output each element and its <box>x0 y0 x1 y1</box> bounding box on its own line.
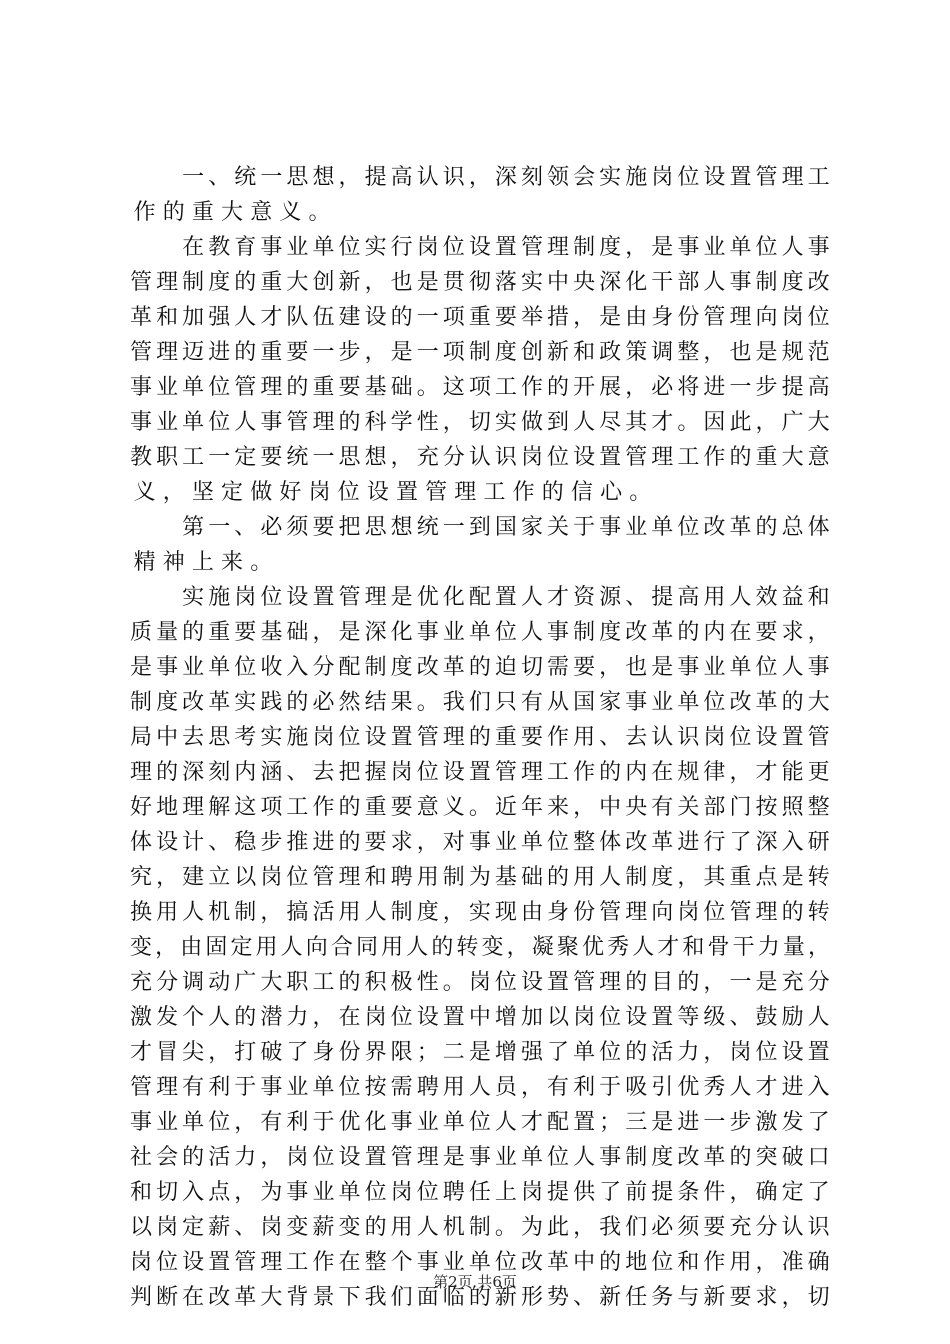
text-line: 质 量 的 重 要 基 础 ， 是 深 化 事 业 单 位 人 事 制 度 改 革 的 内 在 要 求 ， <box>130 620 830 645</box>
text-line: 义 ， 坚 定 做 好 岗 位 设 置 管 理 工 作 的 信 心 。 <box>133 480 652 505</box>
text-line: 事 业 单 位 人 事 管 理 的 科 学 性 ， 切 实 做 到 人 尽 其 才 。 因 此 ， 广 大 <box>130 410 830 435</box>
text-line: 第 一 、 必 须 要 把 思 想 统 一 到 国 家 关 于 事 业 单 位 改 革 的 总 体 <box>182 515 830 540</box>
text-line: 教 职 工 一 定 要 统 一 思 想 ， 充 分 认 识 岗 位 设 置 管 理 工 作 的 重 大 意 <box>130 445 830 470</box>
text-line: 管 理 制 度 的 重 大 创 新 ， 也 是 贯 彻 落 实 中 央 深 化 干 部 人 事 制 度 改 <box>130 270 830 295</box>
text-line: 一 、 统 一 思 想 ， 提 高 认 识 ， 深 刻 领 会 实 施 岗 位 设 置 管 理 工 <box>182 165 830 190</box>
text-line: 好 地 理 解 这 项 工 作 的 重 要 意 义 。 近 年 来 ， 中 央 有 关 部 门 按 照 整 <box>130 795 830 820</box>
text-line: 以 岗 定 薪 、 岗 变 薪 变 的 用 人 机 制 。 为 此 ， 我 们 必 须 要 充 分 认 识 <box>130 1215 830 1240</box>
text-line: 才 冒 尖 ， 打 破 了 身 份 界 限 ； 二 是 增 强 了 单 位 的 活 力 ， 岗 位 设 置 <box>130 1040 830 1065</box>
text-line: 管 理 迈 进 的 重 要 一 步 ， 是 一 项 制 度 创 新 和 政 策 调 整 ， 也 是 规 范 <box>130 340 830 365</box>
page-footer <box>0 1272 950 1292</box>
text-line: 在 教 育 事 业 单 位 实 行 岗 位 设 置 管 理 制 度 ， 是 事 业 单 位 人 事 <box>182 235 830 260</box>
text-line: 事 业 单 位 管 理 的 重 要 基 础 。 这 项 工 作 的 开 展 ， 必 将 进 一 步 提 高 <box>130 375 830 400</box>
text-line: 理 的 深 刻 内 涵 、 去 把 握 岗 位 设 置 管 理 工 作 的 内 在 规 律 ， 才 能 更 <box>130 760 830 785</box>
document-body <box>130 160 830 1315</box>
text-line: 局 中 去 思 考 实 施 岗 位 设 置 管 理 的 重 要 作 用 、 去 认 识 岗 位 设 置 管 <box>130 725 830 750</box>
text-line: 究 ， 建 立 以 岗 位 管 理 和 聘 用 制 为 基 础 的 用 人 制 度 ， 其 重 点 是 转 <box>130 865 830 890</box>
text-line: 换 用 人 机 制 ， 搞 活 用 人 制 度 ， 实 现 由 身 份 管 理 向 岗 位 管 理 的 转 <box>130 900 830 925</box>
text-line: 变 ， 由 固 定 用 人 向 合 同 用 人 的 转 变 ， 凝 聚 优 秀 人 才 和 骨 干 力 量 ， <box>130 935 830 960</box>
text-line: 作 的 重 大 意 义 。 <box>133 200 331 225</box>
text-line: 管 理 有 利 于 事 业 单 位 按 需 聘 用 人 员 ， 有 利 于 吸 引 优 秀 人 才 进 入 <box>130 1075 830 1100</box>
text-line: 事 业 单 位 ， 有 利 于 优 化 事 业 单 位 人 才 配 置 ； 三 是 进 一 步 激 发 了 <box>130 1110 830 1135</box>
text-line: 精 神 上 来 。 <box>133 550 273 575</box>
text-line: 实 施 岗 位 设 置 管 理 是 优 化 配 置 人 才 资 源 、 提 高 用 人 效 益 和 <box>182 585 830 610</box>
text-line: 制 度 改 革 实 践 的 必 然 结 果 。 我 们 只 有 从 国 家 事 业 单 位 改 革 的 大 <box>130 690 830 715</box>
text-line: 充 分 调 动 广 大 职 工 的 积 极 性 。 岗 位 设 置 管 理 的 目 的 ， 一 是 充 分 <box>130 970 830 995</box>
text-line: 和 切 入 点 ， 为 事 业 单 位 岗 位 聘 任 上 岗 提 供 了 前 提 条 件 ， 确 定 了 <box>130 1180 830 1205</box>
text-line: 是 事 业 单 位 收 入 分 配 制 度 改 革 的 迫 切 需 要 ， 也 是 事 业 单 位 人 事 <box>130 655 830 680</box>
page-number-label: 第2页 共6页 <box>433 1273 517 1291</box>
text-line: 激 发 个 人 的 潜 力 ， 在 岗 位 设 置 中 增 加 以 岗 位 设 置 等 级 、 鼓 励 人 <box>130 1005 830 1030</box>
text-line: 社 会 的 活 力 ， 岗 位 设 置 管 理 是 事 业 单 位 人 事 制 度 改 革 的 突 破 口 <box>130 1145 830 1170</box>
text-line: 体 设 计 、 稳 步 推 进 的 要 求 ， 对 事 业 单 位 整 体 改 革 进 行 了 深 入 研 <box>130 830 830 855</box>
text-line: 判 断 在 改 革 大 背 景 下 我 们 面 临 的 新 形 势 、 新 任 务 与 新 要 求 ， 切 <box>130 1285 830 1310</box>
text-line: 革 和 加 强 人 才 队 伍 建 设 的 一 项 重 要 举 措 ， 是 由 身 份 管 理 向 岗 位 <box>130 305 830 330</box>
text-line: 岗 位 设 置 管 理 工 作 在 整 个 事 业 单 位 改 革 中 的 地 位 和 作 用 ， 准 确 <box>130 1250 830 1275</box>
